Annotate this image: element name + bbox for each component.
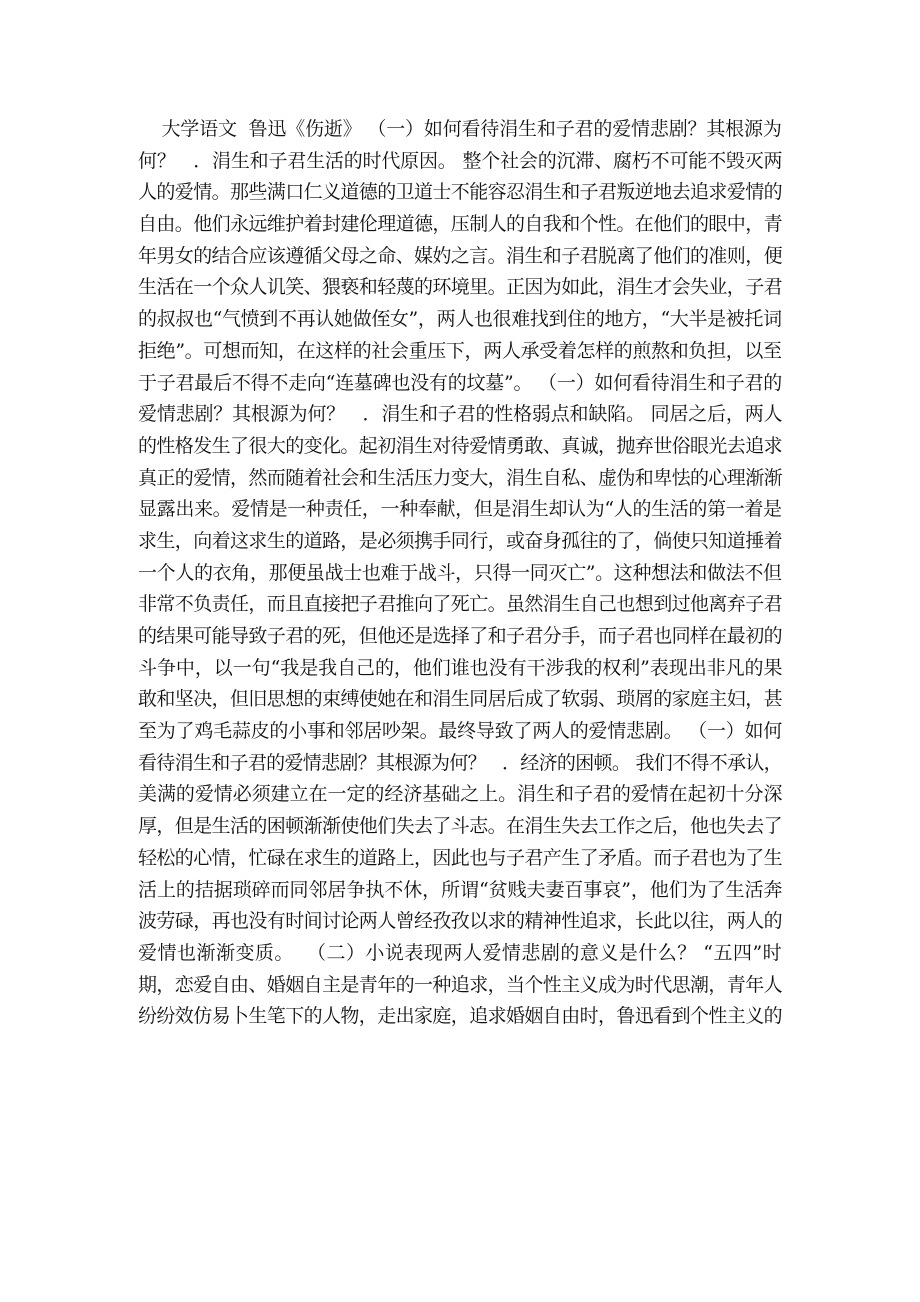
text-line: 斗争中，以一句“我是我自己的，他们谁也没有干涉我的权利”表现出非凡的果 <box>138 656 783 679</box>
text-line: 至为了鸡毛蒜皮的小事和邻居吵架。最终导致了两人的爱情悲剧。 （一）如何 <box>138 720 783 743</box>
text-line: 纷纷效仿易卜生笔下的人物，走出家庭，追求婚姻自由时，鲁迅看到个性主义的 <box>138 1005 783 1028</box>
text-line: 真正的爱情，然而随着社会和生活压力变大，涓生自私、虚伪和卑怯的心理渐渐 <box>138 466 783 489</box>
text-line: 期，恋爱自由、婚姻自主是青年的一种追求，当个性主义成为时代思潮，青年人 <box>138 973 783 996</box>
text-line: 显露出来。爱情是一种责任，一种奉献，但是涓生却认为“人的生活的第一着是 <box>138 498 782 521</box>
text-line: 敢和坚决，但旧思想的束缚使她在和涓生同居后成了软弱、琐屑的家庭主妇，甚 <box>138 688 783 711</box>
text-line: 美满的爱情必须建立在一定的经济基础之上。涓生和子君的爱情在起初十分深 <box>138 783 783 806</box>
text-line: 非常不负责任，而且直接把子君推向了死亡。虽然涓生自己也想到过他离弃子君 <box>138 593 783 616</box>
text-line: 年男女的结合应该遵循父母之命、媒妁之言。涓生和子君脱离了他们的准则，便 <box>138 244 783 267</box>
text-line: 轻松的心情，忙碌在求生的道路上，因此也与子君产生了矛盾。而子君也为了生 <box>138 846 783 869</box>
text-line: 的性格发生了很大的变化。起初涓生对待爱情勇敢、真诚，抛弃世俗眼光去追求 <box>138 434 783 457</box>
text-line: 大学语文 鲁迅《伤逝》 （一）如何看待涓生和子君的爱情悲剧？其根源为 <box>138 118 782 140</box>
text-line: 人的爱情。那些满口仁义道德的卫道士不能容忍涓生和子君叛逆地去追求爱情的 <box>138 181 783 204</box>
text-line: 厚，但是生活的困顿渐渐使他们失去了斗志。在涓生失去工作之后，他也失去了 <box>138 815 783 838</box>
text-line: 自由。他们永远维护着封建伦理道德，压制人的自我和个性。在他们的眼中，青 <box>138 213 783 236</box>
text-line: 于子君最后不得不走向“连墓碑也没有的坟墓”。 （一）如何看待涓生和子君的 <box>138 371 783 394</box>
text-line: 的叔叔也“气愤到不再认她做侄女”，两人也很难找到住的地方，“大半是被托词 <box>138 308 782 331</box>
text-line: 波劳碌，再也没有时间讨论两人曾经孜孜以求的精神性追求，长此以往，两人的 <box>138 910 783 933</box>
text-line: 看待涓生和子君的爱情悲剧？其根源为何？ ．经济的困顿。 我们不得不承认， <box>138 751 782 774</box>
text-line: 活上的拮据琐碎而同邻居争执不休，所谓“贫贱夫妻百事哀”，他们为了生活奔 <box>138 878 783 901</box>
text-line: 生活在一个众人讥笑、猥亵和轻蔑的环境里。正因为如此，涓生才会失业，子君 <box>138 276 783 299</box>
text-line: 一个人的衣角，那便虽战士也难于战斗，只得一同灭亡”。这种想法和做法不但 <box>138 561 782 584</box>
text-line: 爱情也渐渐变质。 （二）小说表现两人爱情悲剧的意义是什么？ “五四”时 <box>138 941 783 964</box>
text-line: 爱情悲剧？其根源为何？ ．涓生和子君的性格弱点和缺陷。 同居之后，两人 <box>138 403 783 426</box>
text-line: 拒绝”。可想而知，在这样的社会重压下，两人承受着怎样的煎熬和负担，以至 <box>138 339 782 362</box>
text-line: 求生，向着这求生的道路，是必须携手同行，或奋身孤往的了，倘使只知道捶着 <box>138 529 783 552</box>
body-text <box>138 114 782 1033</box>
text-line: 何？ ．涓生和子君生活的时代原因。 整个社会的沉滞、腐朽不可能不毁灭两 <box>138 149 783 172</box>
text-line: 的结果可能导致子君的死，但他还是选择了和子君分手，而子君也同样在最初的 <box>138 625 783 647</box>
